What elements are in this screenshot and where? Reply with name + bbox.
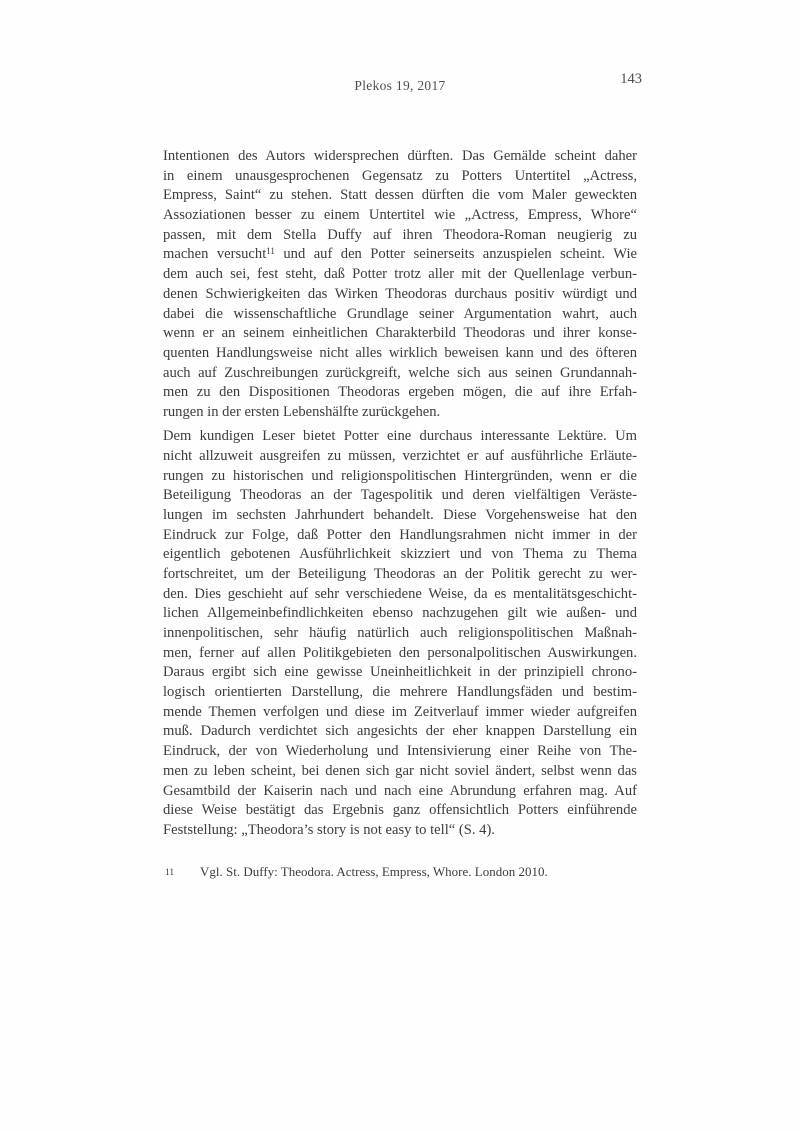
text-line: rungen zu historischen und religionspolitischen Hintergründen, wenn er die (163, 467, 637, 484)
text-line: dem auch sei, fest steht, daß Potter trotz aller mit der Quellenlage verbun- (163, 266, 637, 283)
text-line: men zu leben scheint, bei denen sich gar nicht soviel ändert, selbst wenn das (163, 762, 637, 779)
text-line: muß. Dadurch verdichtet sich angesichts der eher knappen Darstellung ein (163, 723, 637, 740)
text-line: wenn er an seinem einheitlichen Charakterbild Theodoras und ihrer konse- (163, 325, 637, 342)
text-line: logisch orientierten Darstellung, die mehrere Handlungsfäden und bestim- (163, 684, 637, 701)
body-text (163, 147, 637, 841)
text-line: diese Weise bestätigt das Ergebnis ganz offensichtlich Potters einführende (163, 802, 637, 819)
text-line: denen Schwierigkeiten das Wirken Theodoras durchaus positiv würdigt und (163, 285, 637, 302)
text-line: Eindruck, der von Wiederholung und Intensivierung einer Reihe von The- (163, 743, 637, 760)
paragraph (163, 427, 637, 840)
text-line: men zu den Dispositionen Theodoras ergeben mögen, die auf ihre Erfah- (163, 384, 637, 401)
text-line: passen, mit dem Stella Duffy auf ihren Theodora-Roman neugierig zu (163, 226, 637, 243)
footnote-marker: 11 (165, 867, 175, 878)
text-line: dabei die wissenschaftliche Grundlage seiner Argumentation wahrt, auch (163, 305, 637, 322)
text-line: machen versucht$^{11}$ und auf den Potter seinerseits anzuspielen scheint. Wie (163, 245, 638, 263)
text-line: Feststellung: „Theodora’s story is not easy to tell“ (S. 4). (163, 821, 495, 838)
text-line: quenten Handlungsweise nicht alles wirklich beweisen kann und des öfteren (163, 344, 637, 361)
text-line: Dem kundigen Leser bietet Potter eine durchaus interessante Lektüre. Um (163, 428, 637, 445)
footnote-text: Vgl. St. Duffy: Theodora. Actress, Empress, Whore. London 2010. (200, 864, 548, 879)
text-line: den. Dies geschieht auf sehr verschiedene Weise, da es mentalitätsgeschicht- (163, 585, 637, 602)
text-line: auch auf Zuschreibungen zurückgreift, welche sich aus seinen Grundannah- (163, 364, 637, 381)
text-line: rungen in der ersten Lebenshälfte zurückgehen. (163, 403, 441, 420)
text-line: men, ferner auf allen Politikgebieten den personalpolitischen Auswirkungen. (163, 644, 637, 661)
footnote-reference: 11 (266, 245, 275, 256)
paragraph (163, 147, 637, 423)
page-number: 143 (620, 71, 642, 87)
text-line: nicht allzuweit ausgreifen zu müssen, verzichtet er auf ausführliche Erläute- (163, 447, 637, 464)
text-line: Assoziationen besser zu einem Untertitel wie „Actress, Empress, Whore“ (163, 207, 637, 224)
text-line: in einem unausgesprochenen Gegensatz zu Potters Untertitel „Actress, (163, 167, 637, 184)
text-line: Daraus ergibt sich eine gewisse Uneinheitlichkeit in der prinzipiell chrono- (163, 664, 637, 681)
footnote (163, 863, 637, 881)
text-line: innenpolitischen, sehr häufig natürlich auch religionspolitischen Maßnah- (163, 625, 637, 641)
text-line: mende Themen verfolgen und diese im Zeitverlauf immer wieder aufgreifen (163, 703, 637, 720)
text-line: Beteiligung Theodoras an der Tagespolitik und deren vielfältigen Veräste- (163, 487, 637, 504)
text-line: Intentionen des Autors widersprechen dürften. Das Gemälde scheint daher (163, 148, 637, 164)
text-line: Eindruck zur Folge, daß Potter den Handlungsrahmen nicht immer in der (163, 526, 637, 543)
text-line: Empress, Saint“ zu stehen. Statt dessen dürften die vom Maler geweckten (163, 187, 637, 204)
text-line: lungen im sechsten Jahrhundert behandelt. Diese Vorgehensweise hat den (163, 506, 637, 523)
text-line: lichen Allgemeinbefindlichkeiten ebenso nachzugehen gilt wie außen- und (163, 605, 637, 622)
running-header-journal-title: Plekos 19, 2017 (354, 78, 446, 93)
text-line: fortschreitet, um der Beteiligung Theodoras an der Politik gerecht zu wer- (163, 565, 637, 582)
text-line: Gesamtbild der Kaiserin nach und nach eine Abrundung erfahren mag. Auf (163, 782, 637, 799)
text-line: eigentlich gebotenen Ausführlichkeit skizziert und von Thema zu Thema (163, 546, 637, 563)
